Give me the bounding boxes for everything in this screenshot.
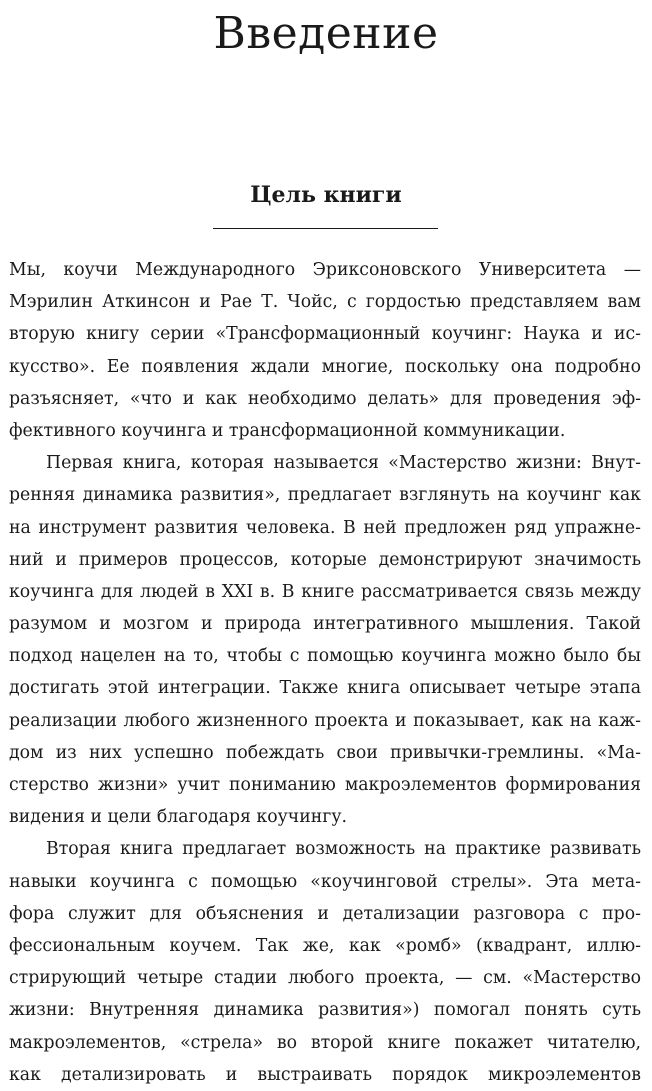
text-line: навыки коучинга с помощью «коучинговой стрелы». Эта мета- <box>9 871 641 892</box>
text-line: вторую книгу серии «Трансформационный коучинг: Наука и ис- <box>9 324 641 345</box>
text-line: ний и примеров процессов, которые демонстрируют значимость <box>9 549 641 570</box>
text-line: коучинга для людей в XXI в. В книге рассматривается связь между <box>9 581 641 602</box>
text-line: Первая книга, которая называется «Мастерство жизни: Внут- <box>46 453 641 474</box>
text-line: фессиональным коучем. Так же, как «ромб» (квадрант, иллю- <box>9 935 641 956</box>
text-line: стерство жизни» учит пониманию макроэлементов формирования <box>9 775 641 795</box>
text-line: фективного коучинга и трансформационной коммуникации. <box>9 420 566 441</box>
text-line: на инструмент развития человека. В ней предложен ряд упражне- <box>9 517 641 538</box>
text-line: как детализировать и выстраивать порядок микроэлементов <box>9 1064 641 1085</box>
text-line: Вторая книга предлагает возможность на практике развивать <box>46 839 641 860</box>
text-line: ренняя динамика развития», предлагает взглянуть на коучинг как <box>9 485 641 506</box>
text-line: дом из них успешно побеждать свои привычки-гремлины. «Ма- <box>9 742 641 763</box>
text-line: Мэрилин Аткинсон и Рае Т. Чойс, с гордостью представляем вам <box>9 292 641 313</box>
text-line: разумом и мозгом и природа интегративного мышления. Такой <box>9 614 641 635</box>
text-line: макроэлементов, «стрела» во второй книге покажет читателю, <box>9 1032 641 1053</box>
text-line: видения и цели благодаря коучингу. <box>9 807 347 828</box>
body-text <box>9 254 641 1091</box>
text-line: стрирующий четыре стадии любого проекта, — см. «Мастерство <box>9 968 641 989</box>
text-line: Мы, коучи Международного Эриксоновского Университета — <box>9 260 641 280</box>
section-title: Цель книги <box>250 182 402 208</box>
text-line: кусство». Ее появления ждали многие, поскольку она подробно <box>9 356 641 377</box>
text-line: достигать этой интеграции. Также книга описывает четыре этапа <box>9 678 641 699</box>
text-line: подход нацелен на то, чтобы с помощью коучинга можно было бы <box>9 646 641 667</box>
text-line: разъясняет, «что и как необходимо делать» для проведения эф- <box>9 388 641 409</box>
text-line: жизни: Внутренняя динамика развития») помогал понять суть <box>9 1000 641 1021</box>
chapter-title: Введение <box>213 8 439 59</box>
text-line: фора служит для объяснения и детализации разговора с про- <box>9 903 641 924</box>
text-line: реализации любого жизненного проекта и показывает, как на каж- <box>9 710 641 731</box>
section-divider <box>213 228 438 229</box>
